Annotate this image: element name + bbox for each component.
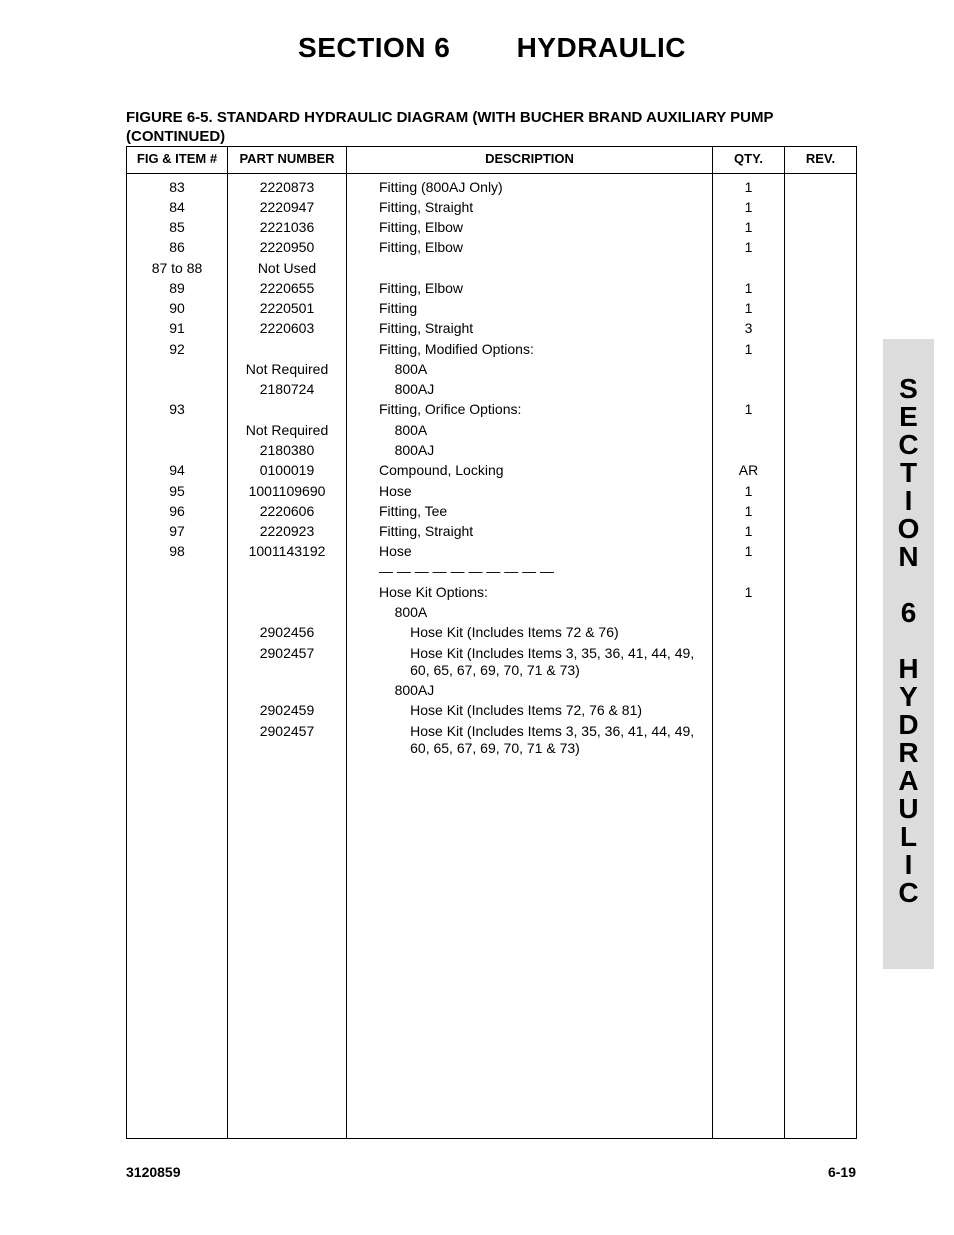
part-number: 2221036 bbox=[259, 219, 315, 235]
part-number: 2220873 bbox=[259, 179, 315, 195]
part-number: 2902459 bbox=[259, 702, 315, 718]
figure-title bbox=[126, 108, 846, 146]
header-description: DESCRIPTION bbox=[485, 151, 574, 166]
item-number: 87 to 88 bbox=[151, 260, 203, 276]
quantity: 1 bbox=[744, 584, 753, 600]
item-number: 84 bbox=[169, 199, 185, 215]
item-number: 94 bbox=[169, 462, 185, 478]
description: Fitting (800AJ Only) bbox=[379, 179, 503, 195]
item-number: 89 bbox=[169, 280, 185, 296]
part-number: 2220923 bbox=[259, 523, 315, 539]
quantity: 1 bbox=[744, 401, 753, 417]
item-number: 96 bbox=[169, 503, 185, 519]
description: Hose Kit (Includes Items 3, 35, 36, 41, 44, 49, 60, 65, 67, 69, 70, 71 & 73) bbox=[410, 723, 695, 756]
item-number: 90 bbox=[169, 300, 185, 316]
quantity: 1 bbox=[744, 199, 753, 215]
description: 800AJ bbox=[379, 682, 435, 698]
part-number: Not Required bbox=[245, 422, 329, 438]
description: 800A bbox=[379, 361, 428, 377]
description: 800A bbox=[379, 604, 428, 620]
description: 800AJ bbox=[379, 381, 435, 397]
section-side-tab bbox=[883, 339, 934, 969]
quantity: 1 bbox=[744, 483, 753, 499]
description: 800A bbox=[379, 422, 428, 438]
part-number: Not Used bbox=[257, 260, 317, 276]
description: Fitting, Straight bbox=[379, 523, 474, 539]
quantity: 1 bbox=[744, 219, 753, 235]
part-number: 2220655 bbox=[259, 280, 315, 296]
description: Fitting, Straight bbox=[379, 199, 474, 215]
part-number: 2180380 bbox=[259, 442, 315, 458]
part-number: 2220606 bbox=[259, 503, 315, 519]
item-number: 83 bbox=[169, 179, 185, 195]
item-number: 93 bbox=[169, 401, 185, 417]
quantity: 1 bbox=[744, 543, 753, 559]
quantity: 1 bbox=[744, 300, 753, 316]
description: Fitting, Elbow bbox=[379, 219, 464, 235]
description: Fitting bbox=[379, 300, 418, 316]
part-number: 2220947 bbox=[259, 199, 315, 215]
description: Hose bbox=[379, 543, 412, 559]
description: Fitting, Tee bbox=[379, 503, 448, 519]
header-part-number: PART NUMBER bbox=[239, 151, 335, 166]
parts-table bbox=[126, 146, 857, 1139]
header-fig-item: FIG & ITEM # bbox=[136, 151, 218, 166]
quantity: AR bbox=[738, 462, 759, 478]
quantity: 1 bbox=[744, 341, 753, 357]
item-number: 86 bbox=[169, 239, 185, 255]
header-rule bbox=[127, 173, 856, 174]
item-number: 98 bbox=[169, 543, 185, 559]
part-number: 1001143192 bbox=[248, 543, 326, 559]
description: Fitting, Elbow bbox=[379, 280, 464, 296]
quantity: 3 bbox=[744, 320, 753, 336]
description: Hose Kit (Includes Items 72, 76 & 81) bbox=[379, 702, 643, 718]
description: Hose Kit (Includes Items 72 & 76) bbox=[379, 624, 619, 640]
side-tab-label: S E C T I O N 6 H Y D R A U L I C bbox=[897, 373, 920, 908]
description: Fitting, Modified Options: bbox=[379, 341, 534, 357]
description: 800AJ bbox=[379, 442, 435, 458]
document-number: 3120859 bbox=[126, 1164, 181, 1180]
figure-title-line2: (CONTINUED) bbox=[126, 128, 226, 145]
part-number: Not Required bbox=[245, 361, 329, 377]
item-number: 97 bbox=[169, 523, 185, 539]
figure-title-line1: FIGURE 6-5. STANDARD HYDRAULIC DIAGRAM (WITH BUCHER BRAND AUXILIARY PUMP bbox=[126, 109, 774, 126]
quantity: 1 bbox=[744, 239, 753, 255]
part-number: 2220950 bbox=[259, 239, 315, 255]
column-divider bbox=[784, 147, 785, 1138]
part-number: 0100019 bbox=[259, 462, 315, 478]
header-qty: QTY. bbox=[734, 151, 763, 166]
description: Hose Kit (Includes Items 3, 35, 36, 41, 44, 49, 60, 65, 67, 69, 70, 71 & 73) bbox=[410, 645, 695, 678]
quantity: 1 bbox=[744, 280, 753, 296]
quantity: 1 bbox=[744, 179, 753, 195]
part-number: 2902457 bbox=[259, 645, 315, 661]
page-number: 6-19 bbox=[827, 1164, 856, 1180]
section-title: SECTION 6 HYDRAULIC bbox=[298, 32, 686, 63]
quantity: 1 bbox=[744, 503, 753, 519]
part-number: 2902456 bbox=[259, 624, 315, 640]
part-number: 1001109690 bbox=[248, 483, 326, 499]
description: Compound, Locking bbox=[379, 462, 504, 478]
item-number: 91 bbox=[169, 320, 185, 336]
header-rev: REV. bbox=[805, 151, 836, 166]
part-number: 2180724 bbox=[259, 381, 315, 397]
item-number: 85 bbox=[169, 219, 185, 235]
description: Fitting, Elbow bbox=[379, 239, 464, 255]
description: Hose Kit Options: bbox=[379, 584, 488, 600]
part-number: 2220603 bbox=[259, 320, 315, 336]
description: Hose bbox=[379, 483, 412, 499]
description: — — — — — — — — — — bbox=[379, 563, 555, 579]
item-number: 92 bbox=[169, 341, 185, 357]
description: Fitting, Orifice Options: bbox=[379, 401, 522, 417]
part-number: 2220501 bbox=[259, 300, 315, 316]
quantity: 1 bbox=[744, 523, 753, 539]
column-divider bbox=[346, 147, 347, 1138]
part-number: 2902457 bbox=[259, 723, 315, 739]
item-number: 95 bbox=[169, 483, 185, 499]
description: Fitting, Straight bbox=[379, 320, 474, 336]
